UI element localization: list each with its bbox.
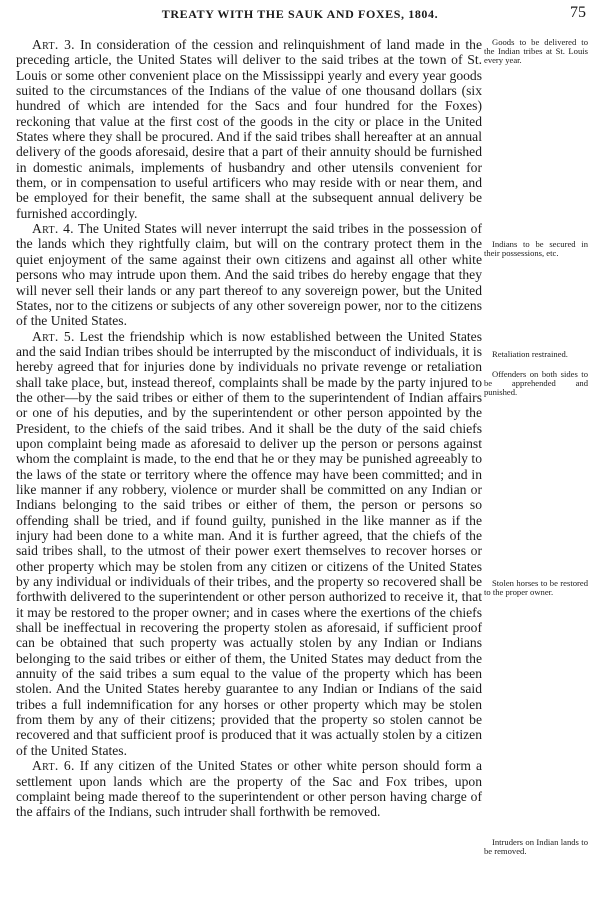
article-text: In consideration of the cession and relinquishment of land made in the preceding article, the United States will deliver to the said tribes at the town of St. Louis or some other convenient place on the Mississippi yearly and every year goods suited to the circumstances of the Indians of the value of one thousand dollars (six hundred of which are intended for the Sacs and four hundred for the Foxes) reckoning that value at the first cost of the goods in the city or place in the United States where they shall be procured. And if the said tribes shall hereafter at an annual delivery of the goods aforesaid, desire that a part of their annuity should be furnished in domestic animals, implements of husbandry and other utensils convenient for them, or in compensation to useful artificers who may reside with or near them, and be employed for their benefit, the same shall at the subsequent annual delivery be furnished accordingly. bbox=[16, 37, 483, 221]
article-5 bbox=[16, 329, 482, 759]
article-text: The United States will never interrupt the said tribes in the possession of the lands which they rightfully claim, but will on the contrary protect them in the quiet enjoyment of the same against their own citizens and against all other white persons who may intrude upon them. And the said tribes do hereby engage that they will never sell their lands or any part thereof to any sovereign power, but the United States, nor to the citizens or subjects of any other sovereign power, nor to the citizens of the United States. bbox=[16, 221, 483, 329]
article-text: Lest the friendship which is now established between the United States and the said Indian tribes should be interrupted by the misconduct of individuals, it is hereby agreed that for injuries done by individuals no private revenge or retaliation shall take place, but, instead thereof, complaints shall be made by the party injured to the other—by the said tribes or either of them to the superintendent of Indian affairs or one of his deputies, and by the superintendent or other person appointed by the President, to the chiefs of the said tribes. And it shall be the duty of the said chiefs upon complaint being made as aforesaid to deliver up the person or persons against whom the complaint is made, to the end that he or they may be punished agreeably to the laws of the state or territory where the offence may have been committed; and in like manner if any robbery, violence or murder shall be committed on any Indian or Indians belonging to the said tribes or either of them, the person or persons so offending shall be tried, and if found guilty, punished in the like manner as if the injury had been done to a white man. And it is further agreed, that the chiefs of the said tribes shall, to the utmost of their power exert themselves to recover horses or other property which may be stolen from any citizen or citizens of the United States by any individual or individuals of their tribes, and the property so recovered shall be forthwith delivered to the superintendent or other person authorized to receive it, that it may be restored to the proper owner; and in cases where the exertions of the chiefs shall be ineffectual in recovering the property stolen as aforesaid, if sufficient proof can be obtained that such property was actually stolen by any Indian or Indians belonging to the said tribes or either of them, the United States may deduct from the annuity of the said tribes a sum equal to the value of the property which has been stolen. And the United States hereby guarantee to any Indian or Indians of the said tribes a full indemnification for any horses or other property which may be stolen from them by any of their citizens; provided that the property so stolen cannot be recovered and that sufficient proof is produced that it was actually stolen by a citizen of the United States. bbox=[16, 328, 482, 758]
sidenote-indian-possessions: Indians to be secured in their possessions, etc. bbox=[484, 239, 588, 259]
article-6 bbox=[16, 758, 482, 819]
sidenote-retaliation: Retaliation restrained. bbox=[492, 349, 568, 359]
sidenote-offenders: Offenders on both sides to be apprehended and punished. bbox=[484, 369, 588, 398]
header-title: TREATY WITH THE SAUK AND FOXES, 1804. bbox=[161, 7, 439, 21]
article-label: Art. 3. bbox=[32, 37, 75, 52]
running-header bbox=[0, 4, 600, 25]
article-label: Art. 4. bbox=[32, 221, 74, 237]
treaty-body bbox=[16, 37, 482, 820]
article-3 bbox=[16, 37, 482, 221]
sidenote-intruders: Intruders on Indian lands to be removed. bbox=[484, 837, 588, 857]
article-4 bbox=[16, 221, 482, 328]
article-text: If any citizen of the United States or other white person should form a settlement upon lands which are the property of the Sac and Fox tribes, upon complaint being made thereof to the superintendent or other person having charge of the affairs of the Indians, such intruder shall forthwith be removed. bbox=[16, 758, 482, 820]
sidenote-stolen-horses: Stolen horses to be restored to the proper owner. bbox=[484, 578, 588, 598]
sidenote-goods-delivery: Goods to be delivered to the Indian tribes at St. Louis every year. bbox=[484, 37, 588, 66]
article-label: Art. 5. bbox=[32, 328, 75, 344]
page-number: 75 bbox=[570, 4, 586, 21]
article-label: Art. 6. bbox=[32, 758, 75, 774]
